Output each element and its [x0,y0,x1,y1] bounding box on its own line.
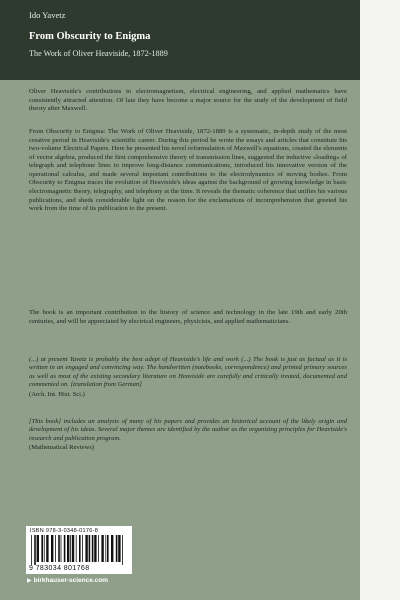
review-quote-text: [This book] includes an analysis of many of his papers and provides an historical account of the likely origin and development of his ideas. Several major themes are identified by the author as the organizing principles for Heaviside's research and publication program. [29,418,347,442]
description-paragraph: Oliver Heaviside's contributions to electromagnetism, electrical engineering, and applied mathematics have consistently attracted attention. Of late they have become a major source for the study of the development of field theory after Maxwell. [29,88,347,113]
barcode-bar [55,535,56,562]
barcode-bar [118,535,120,562]
barcode-bar [89,535,91,562]
barcode-bar [34,535,36,565]
book-subtitle: The Work of Oliver Heaviside, 1872-1889 [29,49,168,58]
barcode-bar [101,535,103,562]
barcode-bar [61,535,62,562]
review-quote-source: (Arch. Int. Hist. Sci.) [29,390,85,398]
review-quote [29,418,347,453]
publisher-link[interactable] [27,577,108,584]
barcode-bar [98,535,99,562]
barcode-image [30,535,128,565]
barcode-bar [107,535,109,562]
barcode-bar [72,535,74,562]
barcode-bar [105,535,106,562]
barcode-bar [70,535,71,562]
review-quote [29,356,347,399]
spine-strip [360,0,400,600]
review-quote-text: (...) at present Yavetz is probably the best adept of Heaviside's life and work (...) The book is just as factual as it is written in an engaged and convincing way. The handwritten (notebooks, correspondence) and printed primary sources as well as most of the existing secondary literature on Heaviside are carefully and critically treated, documented and commented on. [translation from German] [29,356,347,389]
barcode-bar [85,535,87,562]
description-paragraph: The book is an important contribution to the history of science and technology in the late 19th and early 20th centuries, and will be appreciated by electrical engineers, physicists, and applied mathematicians. [29,309,347,325]
publisher-url: birkhauser-science.com [33,577,109,584]
barcode-bar [67,535,69,562]
barcode-bar [82,535,83,562]
header-block [0,0,360,80]
ean-number: 9 783034 801768 [29,565,90,572]
barcode-bar [31,535,32,565]
isbn-label: ISBN 978-3-0348-0176-8 [30,528,99,534]
review-quote-source: (Mathematical Reviews) [29,444,94,452]
author-name: Ido Yavetz [29,10,66,20]
barcode-bar [46,535,48,562]
barcode-bar [116,535,118,562]
barcode-bar [58,535,60,562]
barcode-bar [111,535,113,562]
book-title: From Obscurity to Enigma [29,31,151,42]
barcode-bar [51,535,53,562]
barcode-bar [94,535,96,562]
barcode-bar [76,535,77,562]
barcode-bar [37,535,39,562]
barcode-bar [64,535,66,562]
description-paragraph: From Obscurity to Enigma: The Work of Oliver Heaviside, 1872-1889 is a systematic, in-depth study of the most creative period in Heaviside's scientific career. During this period he wrote the essays and articles that constitute his two-volume Electrical Papers. Here he presented his novel reformulation of Maxwell's equations, created the elements of vector algebra, produced the first comprehensive theory of transmission lines, suggested the inductive «loading» of telegraph and telephone lines to improve long-distance communications, introduced his innovative version of the operational calculus, and made several important contributions to the electrodynamics of moving bodies. From Obscurity to Enigma traces the evolution of Heaviside's ideas against the background of growing knowledge in basic electromagnetic theory, telegraphy, and telephony at the time. It reveals the thematic coherence that unifies his various publications, and sheds considerable light on the reason for the exclamations of incomprehension that greeted his work from the time of its publication to the present. [29,128,347,213]
barcode-bar [92,535,94,562]
barcode-bar [79,535,81,562]
barcode-bar [122,535,123,565]
play-arrow-icon: ▶ [27,578,32,584]
barcode-bar [41,535,43,562]
barcode-bar [44,535,45,562]
barcode-box [26,526,132,574]
